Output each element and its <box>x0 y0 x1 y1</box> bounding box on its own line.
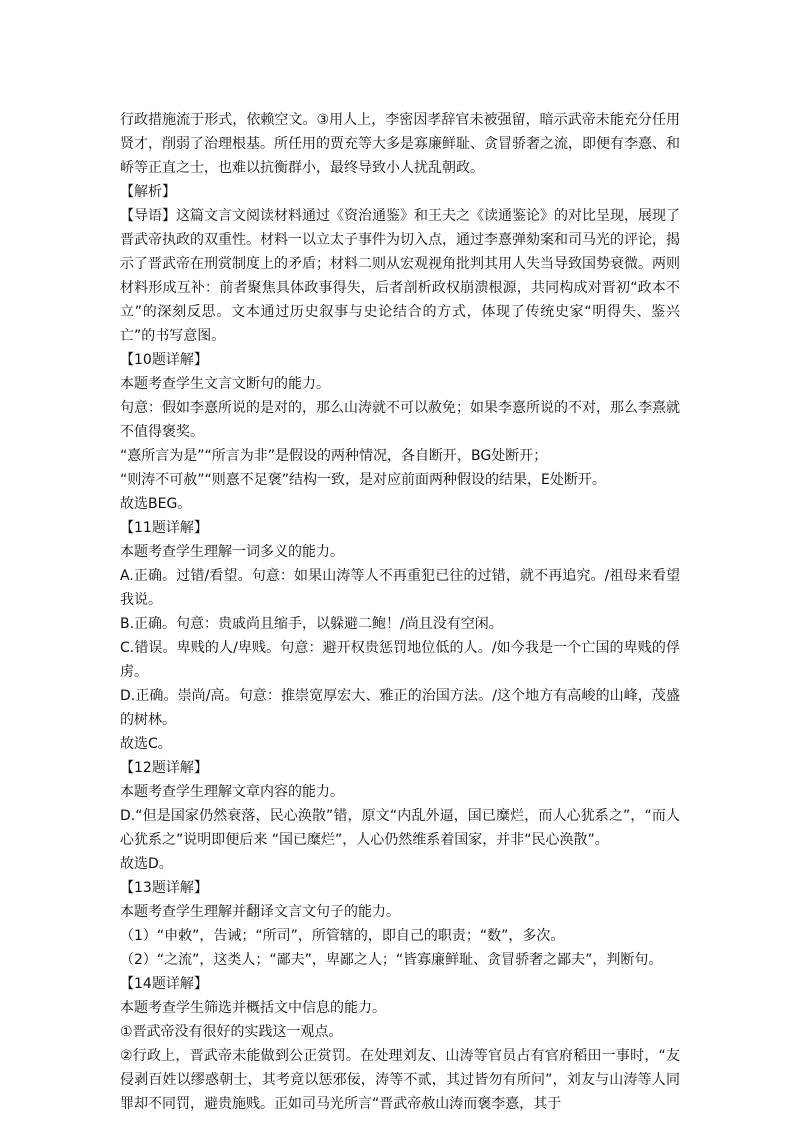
section-heading: 【解析】 <box>120 184 176 200</box>
paragraph: 本题考查学生理解文章内容的能力。 <box>120 784 344 800</box>
paragraph: D.正确。崇尚/高。句意：推崇宽厚宏大、雅正的治国方法。/这个地方有高峻的山峰，茂盛的树林。 <box>120 688 680 728</box>
section-heading: 【14题详解】 <box>120 976 208 992</box>
section-heading: 【11题详解】 <box>120 520 208 536</box>
section-heading: 【12题详解】 <box>120 760 208 776</box>
paragraph: （1）“申敕”，告诫；“所司”，所管辖的，即自己的职责；“数”，多次。 <box>120 928 565 944</box>
paragraph: B.正确。句意：贵戚尚且缩手，以躲避二鲍！/尚且没有空闲。 <box>120 616 503 632</box>
paragraph: 故选D。 <box>120 856 173 872</box>
paragraph: 【导语】这篇文言文阅读材料通过《资治通鉴》和王夫之《读通鉴论》的对比呈现，展现了晋武帝执政的双重性。材料一以立太子事件为切入点，通过李憙弹劾案和司马光的评论，揭示了晋武帝在刑赏制度上的矛盾；材料二则从宏观视角批判其用人失当导致国势衰微。两则材料形成互补：前者聚焦具体政事得失，后者剖析政权崩溃根源，共同构成对晋初“政本不立”的深刻反思。文本通过历史叙事与史论结合的方式，体现了传统史家“明得失、鉴兴亡”的书写意图。 <box>120 208 680 344</box>
paragraph: 本题考查学生理解一词多义的能力。 <box>120 544 344 560</box>
paragraph: “则涛不可赦”“则憙不足褒”结构一致，是对应前面两种假设的结果，E处断开。 <box>120 472 606 488</box>
section-heading: 【10题详解】 <box>120 352 208 368</box>
paragraph: 行政措施流于形式，依赖空文。③用人上，李密因孝辞官未被强留，暗示武帝未能充分任用贤才，削弱了治理根基。所任用的贾充等大多是寡廉鲜耻、贪冒骄奢之流，即便有李憙、和峤等正直之士，也难以抗衡群小，最终导致小人扰乱朝政。 <box>120 112 680 176</box>
paragraph: “憙所言为是”“所言为非”是假设的两种情况，各自断开，BG处断开； <box>120 448 548 464</box>
paragraph: 本题考查学生理解并翻译文言文句子的能力。 <box>120 904 400 920</box>
paragraph: 本题考查学生筛选并概括文中信息的能力。 <box>120 1000 386 1016</box>
paragraph: D.“但是国家仍然衰落，民心涣散”错，原文“内乱外逼，国已糜烂，而人心犹系之”，“而人心犹系之”说明即便后来 “国已糜烂”，人心仍然维系着国家，并非“民心涣散”。 <box>120 808 680 848</box>
paragraph: 句意：假如李憙所说的是对的，那么山涛就不可以赦免；如果李憙所说的不对，那么李熹就不值得褒奖。 <box>120 400 680 440</box>
paragraph: 故选C。 <box>120 736 172 752</box>
paragraph: A.正确。过错/看望。句意：如果山涛等人不再重犯已往的过错，就不再追究。/祖母来看望我说。 <box>120 568 680 608</box>
paragraph: ②行政上，晋武帝未能做到公正赏罚。在处理刘友、山涛等官员占有官府稻田一事时，“友侵剥百姓以缪惑朝士，其考竟以惩邪佞，涛等不贰，其过皆勿有所问”，刘友与山涛等人同罪却不同罚，避贵施贱。正如司马光所言“晋武帝赦山涛而褒李憙，其于 <box>120 1048 680 1112</box>
document-page <box>120 108 680 1116</box>
paragraph: 故选BEG。 <box>120 496 192 512</box>
paragraph: （2）“之流”，这类人；“鄙夫”，卑鄙之人；“皆寡廉鲜耻、贪冒骄奢之鄙夫”，判断句。 <box>120 952 663 968</box>
paragraph: C.错误。卑贱的人/卑贱。句意：避开权贵惩罚地位低的人。/如今我是一个亡国的卑贱的俘虏。 <box>120 640 680 680</box>
paragraph: ①晋武帝没有很好的实践这一观点。 <box>120 1024 343 1040</box>
section-heading: 【13题详解】 <box>120 880 208 896</box>
paragraph: 本题考查学生文言文断句的能力。 <box>120 376 330 392</box>
